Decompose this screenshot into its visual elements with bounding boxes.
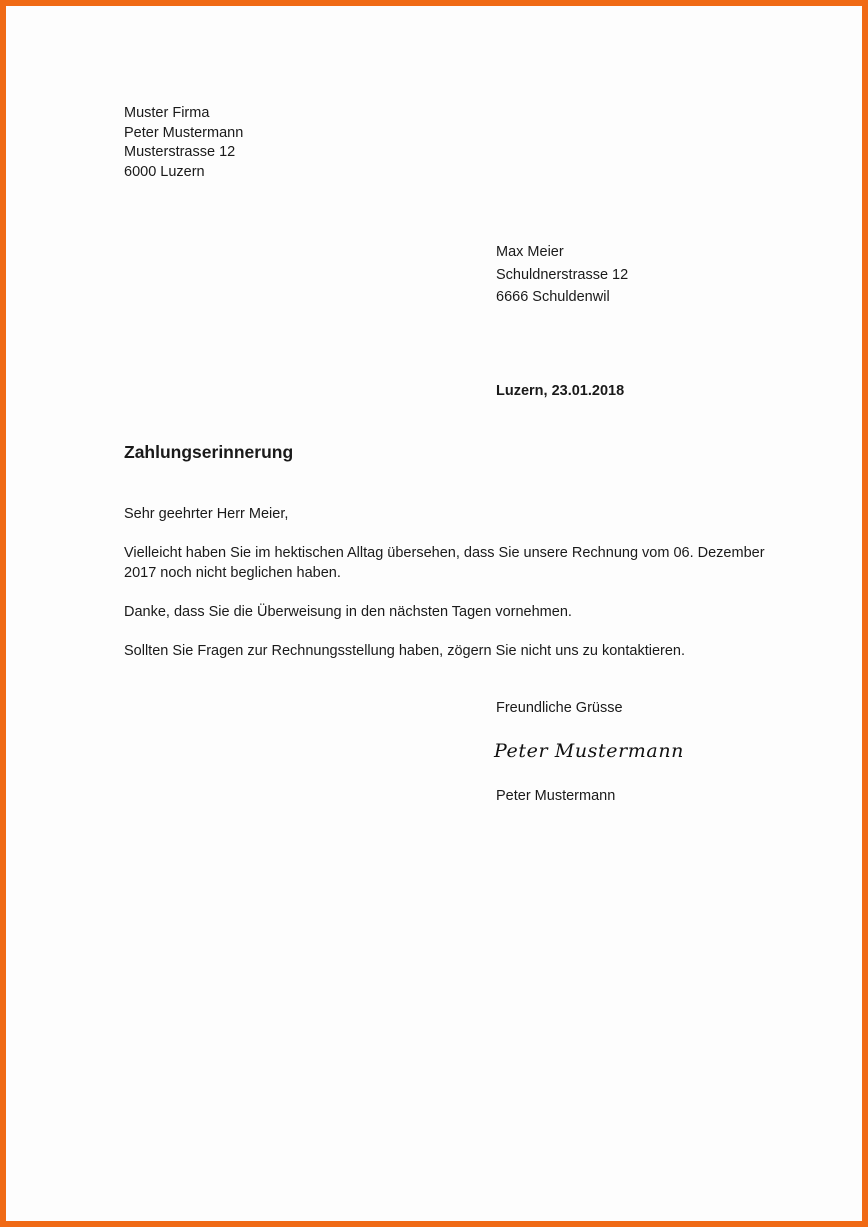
sender-street: Musterstrasse 12 <box>124 144 236 161</box>
body-paragraph-3: Sollten Sie Fragen zur Rechnungsstellung haben, zögern Sie nicht uns zu kontaktieren. <box>124 643 686 659</box>
closing-phrase: Freundliche Grüsse <box>496 700 623 716</box>
recipient-city: 6666 Schuldenwil <box>496 289 610 305</box>
sender-address <box>124 104 243 182</box>
date-line: Luzern, 23.01.2018 <box>496 383 625 399</box>
body-paragraph-1: Vielleicht haben Sie im hektischen Alltag übersehen, dass Sie unsere Rechnung vom 06. Dezember 2017 noch nicht beglichen haben. <box>124 545 765 581</box>
recipient-name: Max Meier <box>496 244 564 260</box>
salutation: Sehr geehrter Herr Meier, <box>124 506 289 522</box>
sender-name: Peter Mustermann <box>124 124 244 141</box>
sender-city: 6000 Luzern <box>124 163 205 180</box>
handwritten-signature: Peter Mustermann <box>494 740 684 762</box>
sender-company: Muster Firma <box>124 105 210 121</box>
recipient-street: Schuldnerstrasse 12 <box>496 266 629 283</box>
letter-subject: Zahlungserinnerung <box>124 442 294 462</box>
body-paragraph-2: Danke, dass Sie die Überweisung in den nächsten Tagen vornehmen. <box>124 604 572 620</box>
recipient-address <box>496 241 628 309</box>
signer-name: Peter Mustermann <box>496 788 616 804</box>
